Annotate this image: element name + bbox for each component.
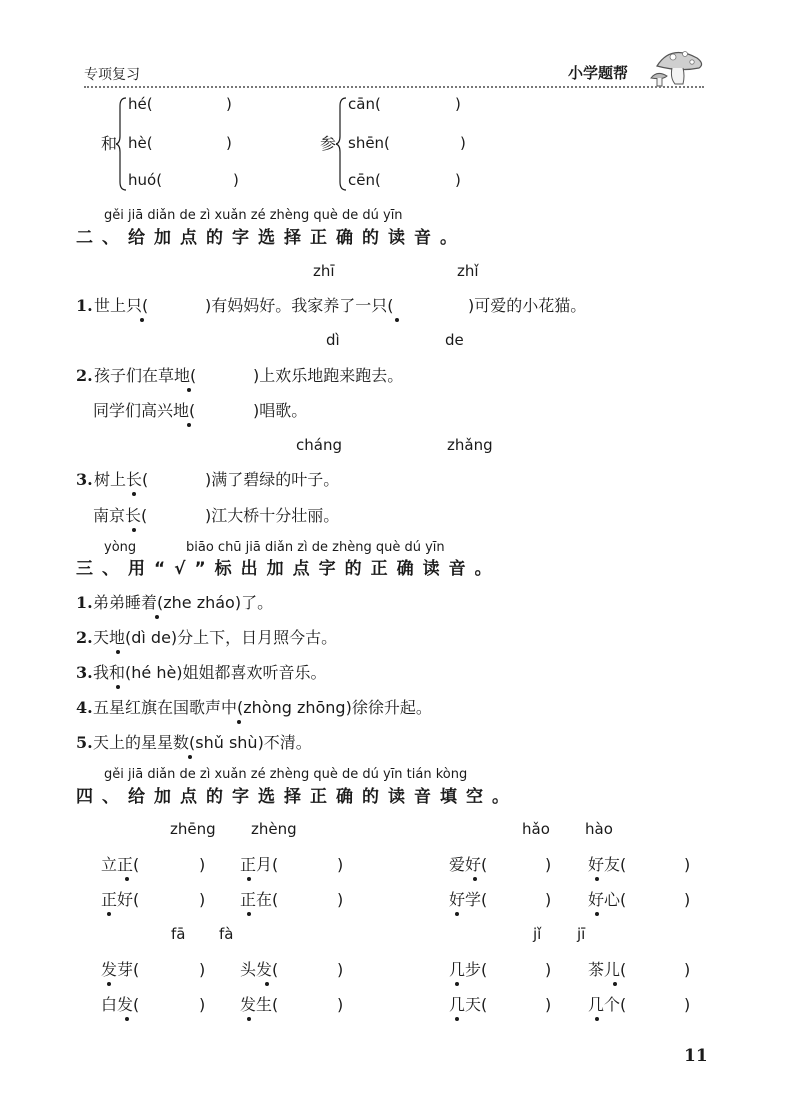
section3-pinyin-a: yòng <box>104 540 137 555</box>
emphasis-dot <box>473 877 477 881</box>
can-reading-1-close: ) <box>455 95 461 113</box>
emphasis-dot <box>613 982 617 986</box>
he-reading-1-close: ) <box>226 95 232 113</box>
emphasis-dot <box>237 720 241 724</box>
q3-number: 3. <box>76 470 93 489</box>
g4-pinyin-2: jī <box>577 925 586 943</box>
g1-word-4: 正在( <box>240 890 279 909</box>
emphasis-dot <box>455 982 459 986</box>
emphasis-dot <box>247 877 251 881</box>
s3-item-1-text: 弟弟睡着(zhe zháo)了。 <box>93 593 274 612</box>
he-reading-3: huó( <box>128 171 163 189</box>
header-brand: 小学题帮 <box>568 64 629 82</box>
s3-item-3-number: 3. <box>76 663 93 682</box>
emphasis-dot <box>125 877 129 881</box>
g1-word-3-close: ) <box>199 890 206 909</box>
section4-pinyin: gěi jiā diǎn de zì xuǎn zé zhèng què de dú yīn tián kòng <box>104 767 468 782</box>
s3-item-5-text: 天上的星星数(shǔ shù)不清。 <box>93 733 312 752</box>
mushroom-icon <box>645 42 707 92</box>
g1-word-2-close: ) <box>337 855 344 874</box>
q1-text-b: )有妈妈好。我家养了一只( <box>205 296 394 315</box>
emphasis-dot <box>455 1017 459 1021</box>
q2-text-c: 同学们高兴地( <box>93 401 196 420</box>
g1-word-3: 正好( <box>101 890 140 909</box>
g3-word-4-close: ) <box>337 995 344 1014</box>
q1-text-a: 世上只( <box>94 296 149 315</box>
section3-title: 三、用“√”标出加点字的正确读音。 <box>76 559 501 579</box>
emphasis-dot <box>595 1017 599 1021</box>
brace-he <box>116 96 128 192</box>
can-reading-2: shēn( <box>348 134 390 152</box>
emphasis-dot <box>247 912 251 916</box>
header-divider <box>84 86 704 88</box>
q3-pinyin-1: cháng <box>296 436 342 454</box>
g2-word-3-close: ) <box>545 890 552 909</box>
q1-text-c: )可爱的小花猫。 <box>468 296 587 315</box>
s3-item-3-text: 我和(hé hè)姐姐都喜欢听音乐。 <box>93 663 327 682</box>
q2-pinyin-1: dì <box>326 331 340 349</box>
g3-word-3-close: ) <box>199 995 206 1014</box>
emphasis-dot <box>188 755 192 759</box>
g3-word-4: 发生( <box>240 995 279 1014</box>
g1-word-2: 正月( <box>240 855 279 874</box>
q3-text-c: 南京长( <box>93 506 148 525</box>
he-reading-2-close: ) <box>226 134 232 152</box>
emphasis-dot <box>140 318 144 322</box>
q2-pinyin-2: de <box>445 331 464 349</box>
q1-pinyin-1: zhī <box>313 262 335 280</box>
g4-word-3: 几天( <box>449 995 488 1014</box>
g1-pinyin-2: zhèng <box>251 820 297 838</box>
s3-item-2-number: 2. <box>76 628 93 647</box>
q3-text-a: 树上长( <box>94 470 149 489</box>
g4-word-1: 几步( <box>449 960 488 979</box>
q2-text-b: )上欢乐地跑来跑去。 <box>253 366 404 385</box>
g1-word-1-close: ) <box>199 855 206 874</box>
g4-word-4: 几个( <box>588 995 627 1014</box>
he-reading-3-close: ) <box>233 171 239 189</box>
emphasis-dot <box>155 615 159 619</box>
emphasis-dot <box>187 423 191 427</box>
g4-pinyin-1: jǐ <box>533 925 542 943</box>
g3-word-2-close: ) <box>337 960 344 979</box>
emphasis-dot <box>455 912 459 916</box>
emphasis-dot <box>265 982 269 986</box>
emphasis-dot <box>595 877 599 881</box>
s3-item-5-number: 5. <box>76 733 93 752</box>
g3-word-3: 白发( <box>101 995 140 1014</box>
emphasis-dot <box>125 1017 129 1021</box>
g2-word-4-close: ) <box>684 890 691 909</box>
brace-can <box>336 96 348 192</box>
q3-pinyin-2: zhǎng <box>447 436 493 454</box>
q2-number: 2. <box>76 366 93 385</box>
emphasis-dot <box>247 1017 251 1021</box>
g3-pinyin-1: fā <box>171 925 186 943</box>
q3-text-d: )江大桥十分壮丽。 <box>205 506 340 525</box>
q1-pinyin-2: zhǐ <box>457 262 479 280</box>
g3-word-2: 头发( <box>240 960 279 979</box>
g1-word-1: 立正( <box>101 855 140 874</box>
emphasis-dot <box>595 912 599 916</box>
g4-word-2: 茶儿( <box>588 960 627 979</box>
can-reading-3: cēn( <box>348 171 381 189</box>
emphasis-dot <box>132 492 136 496</box>
g2-word-2: 好友( <box>588 855 627 874</box>
g2-word-4: 好心( <box>588 890 627 909</box>
g2-word-3: 好学( <box>449 890 488 909</box>
s3-item-1-number: 1. <box>76 593 93 612</box>
emphasis-dot <box>395 318 399 322</box>
g3-word-1-close: ) <box>199 960 206 979</box>
polyphone-char-can: 参 <box>320 134 337 153</box>
section2-pinyin: gěi jiā diǎn de zì xuǎn zé zhèng què de dú yīn <box>104 208 403 223</box>
section4-title: 四、给加点的字选择正确的读音填空。 <box>76 787 518 807</box>
he-reading-2: hè( <box>128 134 153 152</box>
emphasis-dot <box>116 685 120 689</box>
can-reading-1: cān( <box>348 95 381 113</box>
can-reading-3-close: ) <box>455 171 461 189</box>
g4-word-3-close: ) <box>545 995 552 1014</box>
emphasis-dot <box>187 388 191 392</box>
s3-item-4-number: 4. <box>76 698 93 717</box>
g3-word-1: 发芽( <box>101 960 140 979</box>
g4-word-2-close: ) <box>684 960 691 979</box>
q3-text-b: )满了碧绿的叶子。 <box>205 470 340 489</box>
g2-pinyin-2: hào <box>585 820 613 838</box>
emphasis-dot <box>116 650 120 654</box>
emphasis-dot <box>107 982 111 986</box>
s3-item-2-text: 天地(dì de)分上下，日月照今古。 <box>93 628 338 647</box>
g2-word-2-close: ) <box>684 855 691 874</box>
section3-pinyin-b: biāo chū jiā diǎn zì de zhèng què dú yīn <box>186 540 445 555</box>
g1-word-4-close: ) <box>337 890 344 909</box>
can-reading-2-close: ) <box>460 134 466 152</box>
header-section-label: 专项复习 <box>84 67 140 83</box>
q2-text-d: )唱歌。 <box>253 401 308 420</box>
emphasis-dot <box>132 528 136 532</box>
q2-text-a: 孩子们在草地( <box>94 366 197 385</box>
g3-pinyin-2: fà <box>219 925 234 943</box>
s3-item-4-text: 五星红旗在国歌声中(zhòng zhōng)徐徐升起。 <box>93 698 432 717</box>
g2-word-1: 爱好( <box>449 855 488 874</box>
page-number: 11 <box>684 1046 708 1066</box>
section2-title: 二、给加点的字选择正确的读音。 <box>76 228 466 248</box>
g1-pinyin-1: zhēng <box>170 820 216 838</box>
q1-number: 1. <box>76 296 93 315</box>
g4-word-1-close: ) <box>545 960 552 979</box>
g2-word-1-close: ) <box>545 855 552 874</box>
polyphone-char-he: 和 <box>101 134 118 153</box>
g4-word-4-close: ) <box>684 995 691 1014</box>
emphasis-dot <box>107 912 111 916</box>
g2-pinyin-1: hǎo <box>522 820 550 838</box>
he-reading-1: hé( <box>128 95 153 113</box>
